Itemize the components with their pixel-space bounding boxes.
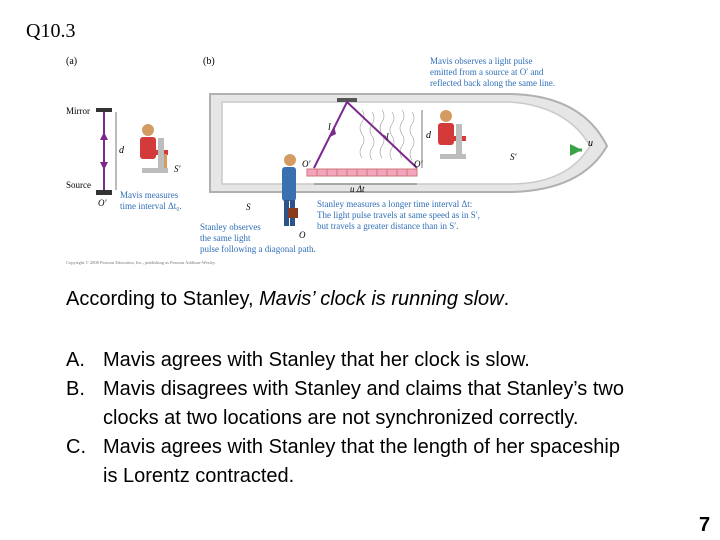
stanley-observes-line-2: the same light [200, 233, 251, 243]
source-shape [96, 190, 112, 195]
mavis-measures-line-2: time interval Δt₀. [120, 201, 182, 211]
path-length-label-1: l [328, 122, 331, 133]
page-number: 7 [699, 514, 711, 536]
u-dt-label: u Δt [350, 184, 365, 194]
mavis-measures-line-1: Mavis measures [120, 190, 179, 200]
option-b[interactable] [66, 375, 633, 433]
origin-label: O [299, 230, 306, 240]
mavis-observes-line-1: Mavis observes a light pulse [430, 56, 533, 66]
option-c-text: Mavis agrees with Stanley that the length of her spaceship is Lorentz contracted. [103, 436, 620, 487]
source-label: Source [66, 180, 91, 190]
stanley-observes-line-3: pulse following a diagonal path. [200, 244, 316, 254]
question-prefix: According to Stanley, [66, 288, 260, 310]
stanley-measures-line-3: but travels a greater distance than in S′. [317, 221, 459, 231]
question-emphasis: Mavis’ clock is running slow [259, 288, 504, 310]
frame-s-prime-label-a: S′ [174, 164, 181, 174]
velocity-label: u [588, 138, 593, 149]
ruler-strip [307, 169, 417, 176]
option-c[interactable] [66, 433, 633, 491]
distance-label-b: d [426, 130, 431, 141]
slide-title: Q10.3 [26, 20, 76, 42]
path-length-label-2: l [386, 132, 389, 143]
option-c-letter: C. [66, 436, 86, 458]
option-a-text: Mavis agrees with Stanley that her clock is slow. [103, 349, 530, 371]
panel-a [66, 106, 182, 211]
option-b-letter: B. [66, 378, 85, 400]
frame-s-label: S [246, 202, 251, 212]
mirror-shape [96, 108, 112, 112]
origin-prime-label-b2: O′ [414, 159, 423, 169]
origin-prime-label-b1: O′ [302, 159, 311, 169]
mavis-observes-line-2: emitted from a source at O′ and [430, 67, 544, 77]
frame-s-prime-label-b: S′ [510, 152, 517, 162]
stanley-observes-line-1: Stanley observes [200, 222, 261, 232]
option-a[interactable] [66, 346, 633, 375]
relativity-figure [62, 50, 662, 270]
answer-options [66, 346, 633, 491]
arrow-up-icon [100, 132, 108, 140]
mirror-label: Mirror [66, 106, 90, 116]
mavis-observes-line-3: reflected back along the same line. [430, 78, 555, 88]
arrow-down-icon [100, 162, 108, 170]
copyright-text: Copyright © 2008 Pearson Education, Inc., publishing as Pearson Addison-Wesley. [66, 260, 216, 265]
option-b-text: Mavis disagrees with Stanley and claims that Stanley’s two clocks at two locations are not synchronized correctly. [103, 378, 624, 429]
origin-prime-label-a: O′ [98, 198, 107, 208]
panel-a-label: (a) [66, 56, 78, 67]
stanley-measures-line-2: The light pulse travels at same speed as in S′, [317, 210, 480, 220]
stanley-measures-line-1: Stanley measures a longer time interval Δt: [317, 199, 473, 209]
distance-label-a: d [119, 145, 124, 156]
panel-b-label: (b) [203, 56, 215, 67]
question-suffix: . [503, 288, 510, 310]
mavis-figure-a [140, 124, 168, 173]
option-a-letter: A. [66, 349, 85, 371]
panel-b [200, 56, 607, 254]
question-text [66, 288, 509, 311]
